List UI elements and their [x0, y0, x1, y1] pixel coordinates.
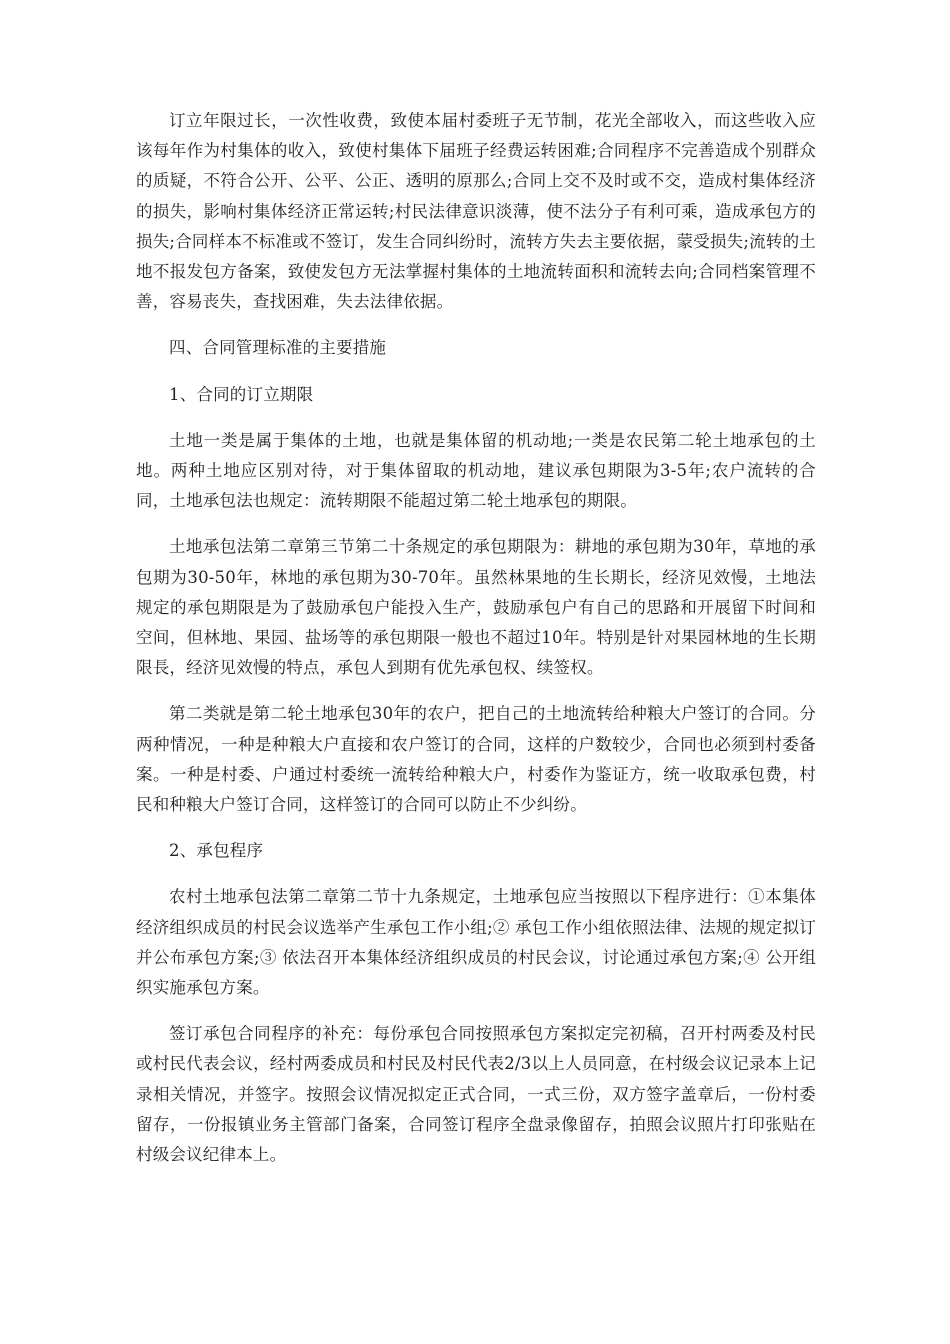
paragraph-contract-problems: 订立年限过长，一次性收费，致使本届村委班子无节制，花光全部收入，而这些收入应该每年作为村集体的收入，致使村集体下届班子经费运转困难;合同程序不完善造成个别群众的质疑，不符合公开、公平、公正、透明的原那么;合同上交不及时或不交，造成村集体经济的损失，影响村集体经济正常运转;村民法律意识淡薄，使不法分子有利可乘，造成承包方的损失;合同样本不标准或不签订，发生合同纠纷时，流转方失去主要依据，蒙受损失;流转的土地不报发包方备案，致使发包方无法掌握村集体的土地流转面积和流转去向;合同档案管理不善，容易丧失，查找困难，失去法律依据。 — [136, 111, 816, 312]
paragraph-procedure-supplement: 签订承包合同程序的补充：每份承包合同按照承包方案拟定完初稿，召开村两委及村民或村民代表会议，经村两委成员和村民及村民代表2/3以上人员同意，在村级会议记录本上记录相关情况，并签字。按照会议情况拟定正式合同，一式三份，双方签字盖章后，一份村委留存，一份报镇业务主管部门备案，合同签订程序全盘录像留存，拍照会议照片打印张贴在村级会议纪律本上。 — [136, 1024, 816, 1165]
subheading-contract-term: 1、合同的订立期限 — [169, 384, 314, 404]
paragraph-contract-periods: 土地承包法第二章第三节第二十条规定的承包期限为：耕地的承包期为30年，草地的承包期为30-50年，林地的承包期为30-70年。虽然林果地的生长期长，经济见效慢，土地法规定的承包期限是为了鼓励承包户能投入生产，鼓励承包户有自己的思路和开展留下时间和空间，但林地、果园、盐场等的承包期限一般也不超过10年。特别是针对果园林地的生长期限長，经济见效慢的特点，承包人到期有优先承包权、续签权。 — [136, 537, 816, 678]
document-body — [136, 106, 816, 1186]
section-heading-main-measures: 四、合同管理标准的主要措施 — [169, 338, 387, 358]
paragraph-procedure-steps: 农村土地承包法第二章第二节十九条规定，土地承包应当按照以下程序进行：①本集体经济组织成员的村民会议选举产生承包工作小组;② 承包工作小组依照法律、法规的规定拟订并公布承包方案;③ 依法召开本集体经济组织成员的村民会议，讨论通过承包方案;④ 公开组织实施承包方案。 — [136, 887, 816, 998]
paragraph-second-category: 第二类就是第二轮土地承包30年的农户，把自己的土地流转给种粮大户签订的合同。分两种情况，一种是种粮大户直接和农户签订的合同，这样的户数较少，合同也必须到村委备案。一种是村委、户通过村委统一流转给种粮大户，村委作为鉴证方，统一收取承包费，村民和种粮大户签订合同，这样签订的合同可以防止不少纠纷。 — [136, 704, 816, 815]
subheading-contract-procedure: 2、承包程序 — [169, 841, 264, 861]
paragraph-land-types: 土地一类是属于集体的土地，也就是集体留的机动地;一类是农民第二轮土地承包的土地。两种土地应区别对待，对于集体留取的机动地，建议承包期限为3-5年;农户流转的合同，土地承包法也规定：流转期限不能超过第二轮土地承包的期限。 — [136, 430, 816, 511]
